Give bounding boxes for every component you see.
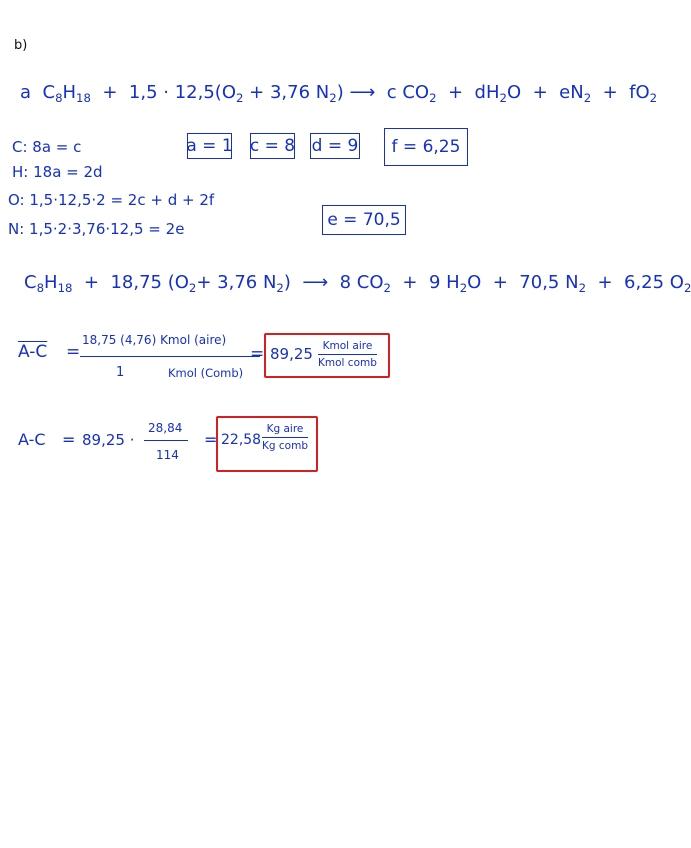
h2o-h-sub: 2 <box>459 281 468 296</box>
coef-a: a <box>20 82 32 103</box>
n2-sub: 2 <box>276 281 284 296</box>
fuel-carbon: C <box>42 82 56 103</box>
air-close: ) <box>336 82 344 103</box>
balance-hydrogen: H: 18a = 2d <box>12 163 103 181</box>
molar-ac-unit-bar <box>318 354 377 355</box>
co2: CO <box>402 82 430 103</box>
air-coefficient: 1,5 · 12,5 <box>128 82 215 103</box>
molar-ac-result-value: 89,25 <box>270 345 313 363</box>
o2-sub: 2 <box>188 281 197 296</box>
plus-sign: + <box>532 82 548 103</box>
mass-ac-unit-bar <box>262 437 308 438</box>
fuel-carbon: C <box>24 272 37 293</box>
co2-term: 8 CO <box>339 272 384 293</box>
fuel-carbon-sub: 8 <box>55 91 63 106</box>
h2o-o: O <box>506 82 522 103</box>
coef-d: d <box>474 82 486 103</box>
molar-ac-unit-bottom: Kmol comb <box>318 357 377 370</box>
mass-ac-result-unit <box>262 423 308 452</box>
molar-ac-unit-top: Kmol aire <box>322 340 373 352</box>
mass-ac-result-value: 22,58 <box>221 432 262 448</box>
mass-ac-label: A-C <box>18 430 46 449</box>
molar-ac-equals2: = <box>250 344 265 364</box>
part-label: b) <box>14 38 28 53</box>
general-combustion-equation <box>20 82 657 105</box>
o2-sub: 2 <box>236 91 244 106</box>
mass-ac-frac-top: 28,84 <box>148 421 183 435</box>
h2o-o: O <box>467 272 482 293</box>
coef-f: f <box>629 82 636 103</box>
mass-ac-factor: 89,25 · <box>82 431 135 449</box>
result-e-box: e = 70,5 <box>322 205 406 235</box>
co2-sub: 2 <box>429 91 437 106</box>
n2-product-sub: 2 <box>578 281 586 296</box>
result-f-box: f = 6,25 <box>384 128 468 166</box>
h2o-h-sub: 2 <box>499 91 507 106</box>
fuel-hydrogen-sub: 18 <box>57 281 73 296</box>
molar-ac-equals: = <box>66 342 81 362</box>
fuel-hydrogen: H <box>62 82 77 103</box>
plus-sign: + <box>402 272 418 293</box>
result-c-box: c = 8 <box>250 133 295 159</box>
reaction-arrow: ⟶ <box>349 82 376 103</box>
balance-nitrogen: N: 1,5·2·3,76·12,5 = 2e <box>8 220 185 238</box>
plus-sign: + <box>448 82 464 103</box>
fuel-hydrogen: H <box>44 272 58 293</box>
plus-sign: + <box>492 272 508 293</box>
balanced-combustion-equation <box>24 272 691 295</box>
molar-ac-denominator-num: 1 <box>116 365 125 380</box>
coef-c: c <box>386 82 397 103</box>
n2-sub: 2 <box>329 91 337 106</box>
molar-ac-result-unit <box>318 340 377 369</box>
air-nitrogen: + 3,76 N <box>249 82 330 103</box>
mass-ac-unit-bottom: Kg comb <box>262 440 308 453</box>
molar-ac-numerator: 18,75 (4,76) Kmol (aire) <box>82 333 227 347</box>
mass-ac-equals: = <box>62 430 76 449</box>
balance-oxygen: O: 1,5·12,5·2 = 2c + d + 2f <box>8 191 215 209</box>
plus-sign: + <box>83 272 99 293</box>
fuel-hydrogen-sub: 18 <box>76 91 91 106</box>
n2-product: N <box>570 82 584 103</box>
n2-term: 70,5 N <box>519 272 579 293</box>
mass-ac-fraction-bar <box>144 440 188 441</box>
air-open: (O <box>214 82 236 103</box>
coef-e: e <box>559 82 571 103</box>
plus-sign: + <box>597 272 613 293</box>
fuel-carbon-sub: 8 <box>36 281 45 296</box>
result-a-box: a = 1 <box>187 133 232 159</box>
o2-product-sub: 2 <box>649 91 658 106</box>
plus-sign: + <box>102 82 118 103</box>
air-coefficient: 18,75 <box>110 272 162 293</box>
molar-ac-label: A-C <box>18 342 48 362</box>
air-nitrogen: + 3,76 N <box>196 272 277 293</box>
h2o-h: H <box>485 82 500 103</box>
mass-ac-equals2: = <box>204 430 218 449</box>
molar-ac-fraction-bar <box>80 356 260 357</box>
o2-product: O <box>635 82 650 103</box>
molar-ac-denominator-unit: Kmol (Comb) <box>168 366 244 380</box>
result-d-box: d = 9 <box>310 133 360 159</box>
mass-ac-frac-bottom: 114 <box>156 448 179 462</box>
o2-product-sub: 2 <box>683 281 691 296</box>
mass-ac-unit-top: Kg aire <box>266 423 304 435</box>
balance-carbon: C: 8a = c <box>12 138 82 156</box>
air-open: (O <box>167 272 189 293</box>
n2-product-sub: 2 <box>583 91 592 106</box>
plus-sign: + <box>602 82 618 103</box>
reaction-arrow: ⟶ <box>302 272 329 293</box>
co2-sub: 2 <box>383 281 391 296</box>
air-close: ) <box>283 272 291 293</box>
o2-term: 6,25 O <box>624 272 684 293</box>
h2o-term: 9 H <box>428 272 460 293</box>
